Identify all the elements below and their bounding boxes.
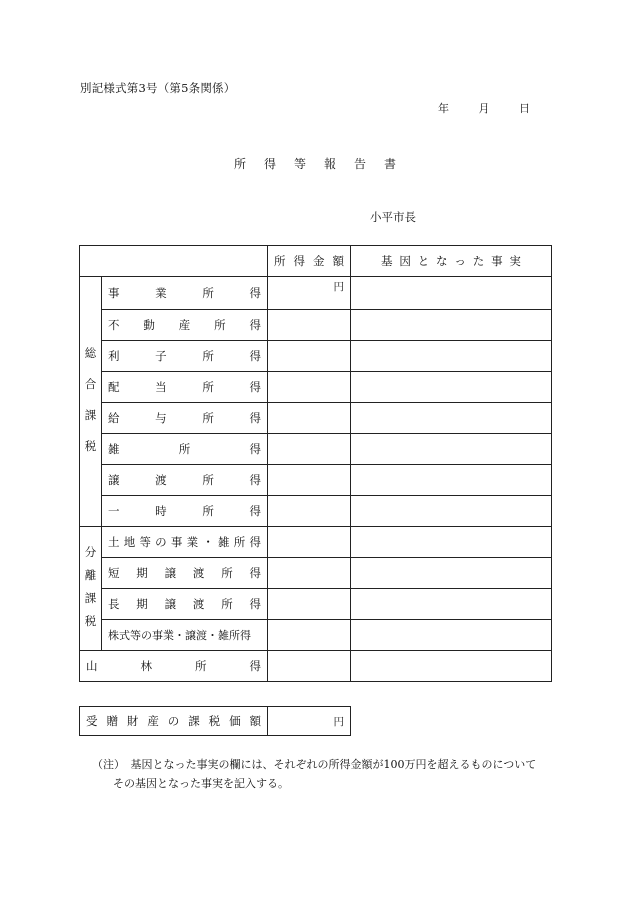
note-line-2: その基因となった事実を記入する。 <box>113 777 289 790</box>
label-char: 得 <box>249 597 261 611</box>
label-char: 土 <box>108 535 120 549</box>
row-label-land-business-misc-income <box>102 527 268 558</box>
title-char: 書 <box>384 157 397 171</box>
label-char: ・ <box>202 535 214 549</box>
group-char: 分 <box>84 544 97 559</box>
table-row <box>80 496 552 527</box>
label-char: 得 <box>249 659 261 673</box>
yen-unit: 円 <box>333 715 344 728</box>
label-char: 期 <box>136 566 148 580</box>
hdr-char: 基 <box>381 254 393 268</box>
label-char: 雑 <box>218 535 230 549</box>
hdr-char: 額 <box>332 254 344 268</box>
label-char: 所 <box>202 473 214 487</box>
label-char: 長 <box>108 597 120 611</box>
label-char: 期 <box>136 597 148 611</box>
recipient: 小平市長 <box>370 210 416 224</box>
date-year-label: 年 <box>438 102 449 115</box>
document-title <box>0 155 630 172</box>
label-char: 産 <box>178 318 191 332</box>
table-row <box>80 341 552 372</box>
label-char: 譲 <box>164 597 177 611</box>
amount-cell-forest[interactable] <box>268 651 351 682</box>
income-report-table <box>79 245 552 682</box>
amount-cell-salary[interactable] <box>268 403 351 434</box>
label-char: 得 <box>249 286 261 300</box>
note-line-1: （注） 基因となった事実の欄には、それぞれの所得金額が100万円を超えるものについて <box>92 758 537 771</box>
fact-cell-forest[interactable] <box>351 651 552 682</box>
label-char: 所 <box>202 349 214 363</box>
row-label-misc-income <box>102 434 268 465</box>
label-char: 得 <box>249 535 261 549</box>
table-row <box>80 620 552 651</box>
label-char: 所 <box>202 411 214 425</box>
row-label-temporary-income <box>102 496 268 527</box>
amount-cell-temporary[interactable] <box>268 496 351 527</box>
label-char: 業 <box>186 535 199 549</box>
label-char: 所 <box>202 504 214 518</box>
table-header-row <box>80 246 552 277</box>
label-char: 動 <box>143 318 155 332</box>
label-char: 贈 <box>106 714 118 728</box>
fact-cell-land-business-misc[interactable] <box>351 527 552 558</box>
label-char: 得 <box>249 442 261 456</box>
label-char: 額 <box>249 714 261 728</box>
amount-cell-transfer[interactable] <box>268 465 351 496</box>
label-char: 得 <box>249 473 261 487</box>
amount-cell-real-estate[interactable] <box>268 310 351 341</box>
table-row <box>80 558 552 589</box>
label-char: 給 <box>108 411 120 425</box>
fact-cell-temporary[interactable] <box>351 496 552 527</box>
label-char: 産 <box>147 714 159 728</box>
amount-cell-short-term[interactable] <box>268 558 351 589</box>
title-char: 等 <box>293 157 306 171</box>
group-char: 課 <box>84 590 97 605</box>
table-row <box>80 465 552 496</box>
header-basis-fact <box>351 246 552 277</box>
table-row <box>80 651 552 682</box>
label-char: 配 <box>108 380 120 394</box>
group-label-bunri-kazei <box>80 527 102 651</box>
label-char: 子 <box>155 349 167 363</box>
label-char: 所 <box>214 318 226 332</box>
date-line <box>438 100 530 116</box>
group-char: 税 <box>84 613 97 628</box>
label-char: 渡 <box>192 597 205 611</box>
label-char: 業 <box>155 286 167 300</box>
amount-cell-dividend[interactable] <box>268 372 351 403</box>
table-row <box>80 277 552 310</box>
fact-cell-transfer[interactable] <box>351 465 552 496</box>
row-label-business-income <box>102 277 268 310</box>
label-char: 譲 <box>164 566 177 580</box>
label-char: 等 <box>139 535 151 549</box>
fact-cell-interest[interactable] <box>351 341 552 372</box>
label-char: 林 <box>140 659 152 673</box>
row-label-interest-income <box>102 341 268 372</box>
label-char: 短 <box>108 566 120 580</box>
fact-cell-long-term[interactable] <box>351 589 552 620</box>
label-char: 雑 <box>108 442 120 456</box>
date-month-label: 月 <box>478 102 490 115</box>
label-char: 事 <box>170 535 183 549</box>
label-char: 所 <box>195 659 207 673</box>
amount-cell-misc[interactable] <box>268 434 351 465</box>
row-label-stock-income <box>102 620 268 651</box>
amount-cell-land-business-misc[interactable] <box>268 527 351 558</box>
hdr-char: と <box>417 254 430 268</box>
table-row <box>80 434 552 465</box>
hdr-char: 因 <box>399 254 411 268</box>
gift-taxable-value-label <box>80 707 268 736</box>
header-blank-cell <box>80 246 268 277</box>
label-char: 得 <box>249 504 261 518</box>
label-char: 得 <box>249 411 261 425</box>
form-number-label: 別記様式第3号（第5条関係） <box>80 81 236 95</box>
label-char: 渡 <box>155 473 167 487</box>
row-label-real-estate-income <box>102 310 268 341</box>
label-char: 税 <box>208 714 221 728</box>
label-char: 所 <box>202 380 214 394</box>
label-char: 譲 <box>108 473 120 487</box>
fact-cell-real-estate[interactable] <box>351 310 552 341</box>
label-char: 地 <box>123 535 136 549</box>
label-char: 事 <box>108 286 120 300</box>
label-char: 所 <box>221 566 233 580</box>
label-char: 渡 <box>192 566 205 580</box>
label-char: 時 <box>155 504 167 518</box>
fact-cell-salary[interactable] <box>351 403 552 434</box>
group-char: 税 <box>84 438 97 453</box>
group-char: 課 <box>84 407 97 422</box>
row-label-long-term-transfer <box>102 589 268 620</box>
row-label-transfer-income <box>102 465 268 496</box>
hdr-char: た <box>472 254 485 268</box>
hdr-char: 事 <box>491 254 503 268</box>
amount-cell-stock[interactable] <box>268 620 351 651</box>
table-row <box>80 527 552 558</box>
label-char: 課 <box>188 714 200 728</box>
label-char: 不 <box>108 318 120 332</box>
title-char: 告 <box>354 157 367 171</box>
label-char: 所 <box>178 442 191 456</box>
row-label-forest-income <box>80 651 268 682</box>
label-text: 株式等の事業・譲渡・雑所得 <box>108 629 251 642</box>
table-row <box>80 403 552 434</box>
fact-cell-misc[interactable] <box>351 434 552 465</box>
group-char: 離 <box>84 567 97 582</box>
title-char: 得 <box>263 157 276 171</box>
group-char: 総 <box>84 345 97 360</box>
hdr-char: 実 <box>509 254 521 268</box>
label-char: 所 <box>233 535 246 549</box>
hdr-char: な <box>436 254 448 268</box>
amount-cell-business[interactable] <box>268 277 351 310</box>
group-char: 合 <box>84 376 97 391</box>
date-day-label: 日 <box>519 102 530 115</box>
label-char: 得 <box>249 318 261 332</box>
label-char: 当 <box>155 380 167 394</box>
hdr-char: 金 <box>313 254 325 268</box>
amount-cell-interest[interactable] <box>268 341 351 372</box>
label-char: 受 <box>86 714 98 728</box>
table-row <box>80 310 552 341</box>
label-char: 一 <box>108 504 120 518</box>
label-char: 山 <box>86 659 98 673</box>
fact-cell-short-term[interactable] <box>351 558 552 589</box>
label-char: 得 <box>249 380 261 394</box>
gift-property-table <box>79 706 351 736</box>
hdr-char: っ <box>454 254 466 268</box>
table-row <box>80 589 552 620</box>
fact-cell-business[interactable] <box>351 277 552 310</box>
row-label-salary-income <box>102 403 268 434</box>
amount-cell-long-term[interactable] <box>268 589 351 620</box>
hdr-char: 所 <box>274 254 286 268</box>
label-char: 価 <box>229 714 241 728</box>
label-char: 得 <box>249 349 261 363</box>
label-char: 所 <box>221 597 233 611</box>
hdr-char: 得 <box>293 254 305 268</box>
table-row <box>80 372 552 403</box>
label-char: の <box>155 535 167 549</box>
label-char: の <box>167 714 180 728</box>
label-char: 所 <box>202 286 214 300</box>
label-char: 財 <box>126 714 139 728</box>
label-char: 利 <box>108 349 120 363</box>
row-label-short-term-transfer <box>102 558 268 589</box>
label-char: 与 <box>155 411 167 425</box>
fact-cell-stock[interactable] <box>351 620 552 651</box>
gift-taxable-value-amount[interactable] <box>268 707 351 736</box>
row-label-dividend-income <box>102 372 268 403</box>
header-income-amount <box>268 246 351 277</box>
group-label-sogo-kazei <box>80 277 102 527</box>
table-row <box>80 707 351 736</box>
yen-unit: 円 <box>333 281 344 293</box>
fact-cell-dividend[interactable] <box>351 372 552 403</box>
title-char: 所 <box>233 157 246 171</box>
title-char: 報 <box>324 157 337 171</box>
label-char: 得 <box>249 566 261 580</box>
